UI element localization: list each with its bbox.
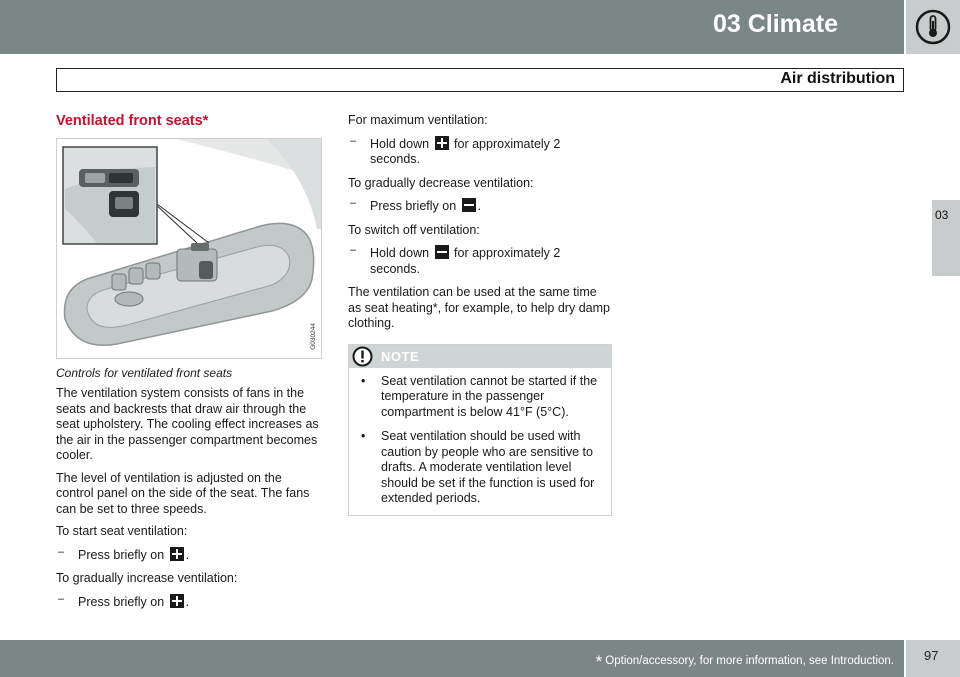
seat-controls-figure: [56, 138, 322, 359]
paragraph-combined-use: The ventilation can be used at the same time as seat heating*, for example, to help dry damp clothing.: [348, 285, 610, 330]
section-title-bar: [56, 68, 904, 92]
step-dash: –: [350, 134, 357, 147]
chapter-side-tab-label: 03: [935, 208, 949, 222]
step-dash: –: [350, 197, 357, 209]
plus-button-icon: [170, 594, 184, 608]
thermometer-icon: [915, 9, 951, 45]
left-column: [56, 113, 322, 618]
step-text: Press briefly on: [370, 199, 457, 213]
increase-ventilation-intro: To gradually increase ventilation:: [56, 571, 238, 585]
note-bullet-text: Seat ventilation cannot be started if the temperature in the passenger compartment is below 41°F (5°C).: [381, 373, 598, 419]
step-dash: –: [58, 592, 65, 605]
step-text-post: for approximately 2 seconds.: [370, 246, 561, 276]
bullet-dot: •: [361, 429, 366, 443]
footer-text: Option/accessory, for more information, see Introduction.: [605, 655, 894, 667]
step-max-ventilation: [348, 136, 612, 168]
bullet-dot: •: [361, 373, 366, 388]
step-text-post: for approximately 2 seconds.: [370, 136, 561, 166]
section-heading: Ventilated front seats*: [56, 113, 209, 129]
step-text-pre: Hold down: [370, 246, 430, 260]
page-number: 97: [924, 648, 939, 663]
note-body: [349, 368, 611, 515]
step-increase-ventilation: [56, 594, 322, 611]
note-bullet: [357, 374, 603, 421]
step-decrease-ventilation: [348, 198, 612, 215]
chapter-side-tab: [932, 200, 960, 276]
note-bullet-text: Seat ventilation should be used with caution by people who are sensitive to drafts. A moderate ventilation level should be set if the function is used for extended periods.: [381, 429, 595, 505]
step-text-pre: Hold down: [370, 136, 430, 151]
plus-button-icon: [170, 547, 184, 561]
decrease-ventilation-intro: To gradually decrease ventilation:: [348, 175, 534, 190]
step-dash: –: [58, 545, 65, 558]
note-header: [349, 345, 611, 368]
figure-caption: Controls for ventilated front seats: [56, 366, 233, 380]
step-end: .: [185, 547, 190, 562]
minus-button-icon: [462, 198, 476, 212]
footer-note: [596, 652, 894, 672]
footer-bar: [0, 640, 904, 677]
plus-button-icon: [435, 136, 449, 150]
note-label: NOTE: [381, 348, 420, 364]
paragraph-ventilation-system: The ventilation system consists of fans in the seats and backrests that draw air through the seat upholstery. The cooling effect increases as the air in the passenger compartment becomes cooler.: [56, 386, 319, 462]
note-bullet: [357, 429, 603, 507]
chapter-icon-box: [906, 0, 960, 54]
start-ventilation-intro: To start seat ventilation:: [56, 524, 188, 538]
step-text: Press briefly on: [78, 547, 165, 562]
paragraph-ventilation-level: The level of ventilation is adjusted on the control panel on the side of the seat. The fans can be set to three speeds.: [56, 470, 310, 516]
step-switch-off: [348, 245, 612, 277]
step-dash: –: [350, 244, 357, 256]
note-box: [348, 344, 612, 516]
step-end: .: [477, 199, 482, 213]
step-start-ventilation: [56, 547, 322, 564]
seat-controls-illustration: [57, 139, 321, 358]
figure-code: G030244: [310, 323, 317, 350]
step-text: Press briefly on: [78, 594, 165, 609]
footer-asterisk: *: [595, 652, 603, 671]
step-end: .: [185, 594, 190, 609]
minus-button-icon: [435, 245, 449, 259]
section-title: Air distribution: [780, 70, 895, 87]
chapter-title: 03 Climate: [712, 10, 838, 38]
page-number-box: [906, 640, 960, 677]
header-bar: [0, 0, 904, 54]
note-info-icon: [352, 346, 373, 367]
max-ventilation-intro: For maximum ventilation:: [348, 113, 488, 127]
switch-off-intro: To switch off ventilation:: [348, 222, 480, 237]
middle-column: [348, 113, 612, 516]
